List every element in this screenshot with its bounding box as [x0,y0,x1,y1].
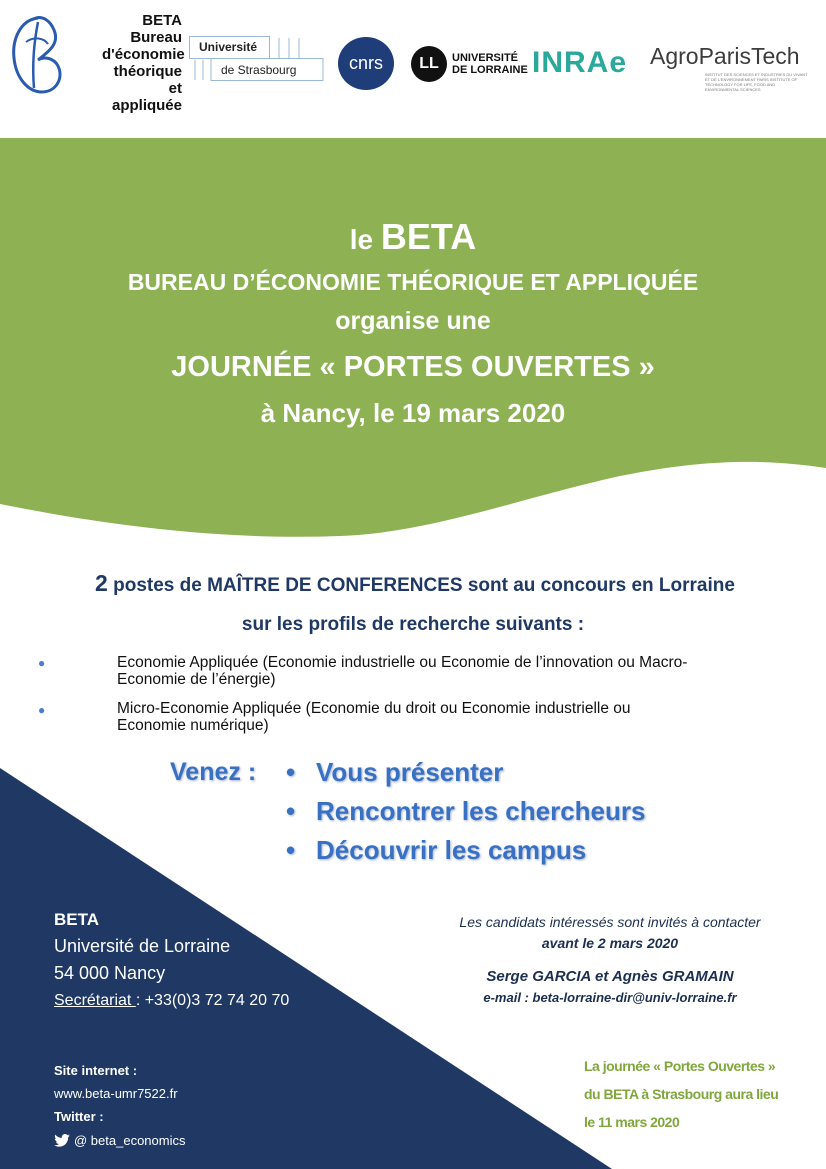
address-block [54,906,289,1014]
unistra-line2: de Strasbourg [221,63,297,77]
cnrs-text: cnrs [348,53,383,73]
twitter-bird-icon [54,1134,70,1147]
agroparistech-logo: AgroParisTech [650,43,800,69]
lorraine-line2: DE LORRAINE [452,64,528,76]
lorraine-line1: UNIVERSITÉ [452,52,519,64]
venez-item-text: Découvrir les campus [316,835,587,865]
beta-logo-line: Bureau [130,29,182,46]
site-url[interactable]: www.beta-umr7522.fr [54,1086,178,1101]
banner-line2: BUREAU D’ÉCONOMIE THÉORIQUE ET APPLIQUÉE [127,269,699,295]
address-city: 54 000 Nancy [54,963,166,983]
address-university: Université de Lorraine [54,936,231,956]
site-label: Site internet : [54,1063,138,1078]
inrae-logo: INRAe [532,46,628,79]
lorraine-mark-text: LL [419,55,439,72]
banner-date: à Nancy, le 19 mars 2020 [260,398,566,428]
bullet-icon: • [286,796,296,826]
banner-beta: BETA [380,216,477,257]
secretariat-phone: : +33(0)3 72 74 20 70 [135,992,290,1009]
venez-item [286,757,503,788]
venez-item-text: Rencontrer les chercheurs [316,796,646,826]
banner-line3: organise une [335,307,491,335]
beta-logo-line: d'économie [102,46,185,63]
venez-item-text: Vous présenter [316,757,504,787]
agroparistech-subtitle: INSTITUT DES SCIENCES ET INDUSTRIES DU VIVANT ET DE L'ENVIRONNEMENT PARIS INSTITUTE OF TECHNOLOGY FOR LIFE, FOOD AND ENVIRONMENTAL SCIENCES [705,72,808,92]
strasbourg-line2: du BETA à Strasbourg aura lieu [584,1086,779,1102]
venez-label: Venez : [170,758,257,786]
posts-subtitle: sur les profils de recherche suivants : [241,614,585,635]
profile-line: Economie de l’énergie) [117,671,276,688]
banner-prefix: le [349,224,381,255]
strasbourg-line3: le 11 mars 2020 [584,1114,680,1130]
posts-title-rest: postes de MAÎTRE DE CONFERENCES sont au concours en Lorraine [107,575,735,596]
twitter-handle[interactable] [54,1133,185,1148]
bullet-icon: ● [38,703,46,717]
profile-line: Economie numérique) [117,717,269,734]
address-name: BETA [54,910,100,929]
bullet-icon: • [286,757,296,787]
contact-email[interactable]: e-mail : beta-lorraine-dir@univ-lorraine.fr [483,990,737,1005]
contact-names: Serge GARCIA et Agnès GRAMAIN [486,968,734,985]
twitter-label: Twitter : [54,1109,104,1124]
banner-title: JOURNÉE « PORTES OUVERTES » [171,351,655,383]
profile-line: Economie Appliquée (Economie industrielle ou Economie de l’innovation ou Macro- [117,654,688,671]
posts-count: 2 [95,570,108,596]
contact-intro: Les candidats intéressés sont invités à contacter [459,914,761,930]
venez-item [286,835,586,866]
beta-logo-line: et appliquée [111,80,182,114]
twitter-handle-text: @ beta_economics [74,1133,186,1148]
unistra-line1: Université [199,40,258,54]
address-secretariat [54,987,289,1014]
bullet-icon: ● [38,656,46,670]
profile-line: Micro-Economie Appliquée (Economie du droit ou Economie industrielle ou [117,700,631,717]
beta-logo-line: théorique [113,63,182,80]
bullet-icon: • [286,835,296,865]
strasbourg-line1: La journée « Portes Ouvertes » [584,1058,776,1074]
venez-item [286,796,645,827]
secretariat-label: Secrétariat [54,992,136,1009]
beta-logo-line: BETA [142,12,182,29]
contact-deadline: avant le 2 mars 2020 [541,935,679,951]
